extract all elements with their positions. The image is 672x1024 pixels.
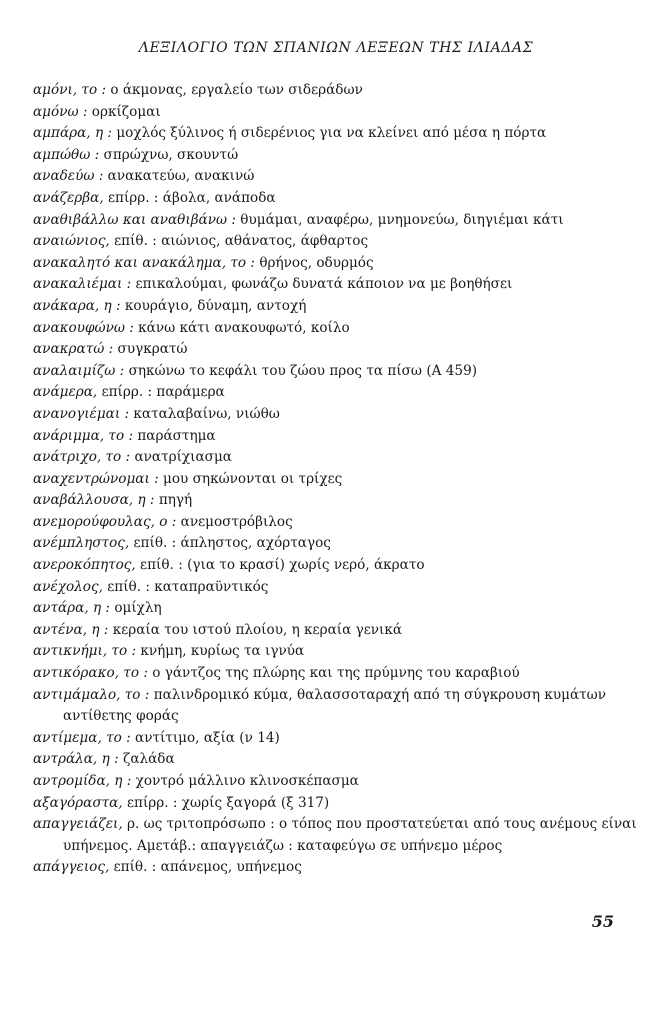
glossary-entry xyxy=(33,318,645,340)
glossary-entry xyxy=(33,210,645,232)
entry-headword: ανανογιέμαι : xyxy=(33,405,130,422)
glossary-entry xyxy=(33,404,645,426)
entry-headword: αντιμάμαλο, το : xyxy=(33,686,150,703)
entry-definition: παράστημα xyxy=(133,427,216,444)
glossary-entry xyxy=(33,102,645,124)
entry-definition: ομίχλη xyxy=(110,600,162,617)
entry-definition: επίθ. : αιώνιος, αθάνατος, άφθαρτος xyxy=(109,233,369,250)
glossary-entry xyxy=(33,598,645,620)
entry-headword: απαγγειάζει, xyxy=(33,816,123,833)
entry-definition: κάνω κάτι ανακουφωτό, κοίλο xyxy=(133,319,350,336)
entry-definition: ρ. ως τριτοπρόσωπο : ο τόπος που προστατεύεται από τους ανέμους είναι υπήνεμος. Αμετάβ.: απαγγειάζω : καταφεύγω σε υπήνεμο μέρος xyxy=(63,816,637,854)
entry-headword: ανακουφώνω : xyxy=(33,319,134,336)
entry-headword: ανάτριχο, το : xyxy=(33,449,131,466)
entry-definition: ο γάντζος της πλώρης και της πρύμνης του καραβιού xyxy=(147,665,520,682)
entry-headword: ανακαλιέμαι : xyxy=(33,276,132,293)
entry-definition: θυμάμαι, αναφέρω, μνημονεύω, διηγιέμαι κάτι xyxy=(235,211,564,228)
entry-definition: ο άκμονας, εργαλείο των σιδεράδων xyxy=(106,82,363,98)
entry-definition: μοχλός ξύλινος ή σιδερένιος για να κλείνει από μέσα η πόρτα xyxy=(112,125,547,142)
glossary-entry xyxy=(33,728,645,750)
entry-definition: ανεμοστρόβιλος xyxy=(176,513,293,530)
entry-headword: ανεμορούφουλας, ο : xyxy=(33,513,177,530)
entry-definition: κεραία του ιστού πλοίου, η κεραία γενικά xyxy=(108,621,403,638)
entry-headword: αντένα, η : xyxy=(33,621,109,638)
entry-headword: αναχεντρώνομαι : xyxy=(33,470,159,487)
entry-definition: παλινδρομικό κύμα, θαλασσοταραχή από τη σύγκρουση κυμάτων αντίθετης φοράς xyxy=(63,686,607,725)
entry-headword: απάγγειος, xyxy=(33,859,110,876)
entry-headword: αντάρα, η : xyxy=(33,600,111,617)
glossary-entry xyxy=(33,145,645,167)
entry-definition: επίρρ. : άβολα, ανάποδα xyxy=(103,189,276,206)
glossary-entry xyxy=(33,512,645,534)
glossary-entry xyxy=(33,533,645,555)
entry-definition: πηγή xyxy=(154,492,193,509)
glossary-entry xyxy=(33,426,645,448)
entry-headword: αντικνήμι, το : xyxy=(33,643,137,660)
page-number: 55 xyxy=(591,912,614,931)
entry-headword: ανέμπληστος, xyxy=(33,535,130,552)
glossary-entry xyxy=(33,771,645,793)
entry-headword: αντρομίδα, η : xyxy=(33,773,132,789)
glossary-entry xyxy=(33,188,645,210)
entry-headword: αμπώθω : xyxy=(33,146,100,163)
glossary-entry xyxy=(33,749,645,771)
glossary-entry xyxy=(33,555,645,577)
glossary-entry xyxy=(33,641,645,663)
entry-definition: ανατρίχιασμα xyxy=(130,449,232,466)
entry-definition: αντίτιμο, αξία (ν 14) xyxy=(130,729,280,746)
entry-headword: αμόνι, το : xyxy=(33,82,107,98)
entry-headword: αναλαιμίζω : xyxy=(33,362,125,379)
entry-headword: ανάριμμα, το : xyxy=(33,427,134,444)
glossary-entry xyxy=(33,361,645,383)
entry-definition: σπρώχνω, σκουντώ xyxy=(99,146,239,163)
entry-definition: επικαλούμαι, φωνάζω δυνατά κάποιον να με βοηθήσει xyxy=(131,276,513,293)
entry-definition: ορκίζομαι xyxy=(87,103,161,120)
entry-headword: αναθιβάλλω και αναθιβάνω : xyxy=(33,211,236,228)
entry-definition: επίθ. : άπληστος, αχόρταγος xyxy=(129,535,331,552)
entry-headword: αναιώνιος, xyxy=(33,233,110,250)
entry-definition: ζαλάδα xyxy=(118,751,175,768)
entry-headword: ανάκαρα, η : xyxy=(33,297,121,314)
glossary-entry xyxy=(33,685,645,728)
glossary-entry xyxy=(33,123,645,145)
entry-headword: ανέχολος, xyxy=(33,578,103,595)
entry-headword: ανεροκόπητος, xyxy=(33,557,136,574)
entry-definition: επίθ. : (για το κρασί) χωρίς νερό, άκρατο xyxy=(135,557,425,574)
entry-headword: αναβάλλουσα, η : xyxy=(33,492,155,509)
entry-headword: αναδεύω : xyxy=(33,168,104,185)
glossary-entry xyxy=(33,274,645,296)
entry-definition: θρήνος, οδυρμός xyxy=(255,254,374,271)
entry-headword: αξαγόραστα, xyxy=(33,794,123,811)
entry-headword: ανάζερβα, xyxy=(33,189,104,206)
glossary-entries xyxy=(33,80,645,879)
glossary-entry xyxy=(33,382,645,404)
entry-definition: ανακατεύω, ανακινώ xyxy=(103,168,255,185)
glossary-entry xyxy=(33,793,645,815)
entry-headword: αντράλα, η : xyxy=(33,751,119,768)
glossary-entry xyxy=(33,490,645,512)
entry-definition: κουράγιο, δύναμη, αντοχή xyxy=(120,297,307,314)
glossary-entry xyxy=(33,663,645,685)
glossary-entry xyxy=(33,166,645,188)
entry-definition: συγκρατώ xyxy=(113,341,188,358)
entry-headword: αμόνω : xyxy=(33,103,88,120)
running-header: ΛΕΞΙΛΟΓΙΟ ΤΩΝ ΣΠΑΝΙΩΝ ΛΕΞΕΩΝ ΤΗΣ ΙΛΙΑΔΑΣ xyxy=(138,40,534,56)
entry-headword: αντίμεμα, το : xyxy=(33,729,131,746)
entry-definition: καταλαβαίνω, νιώθω xyxy=(129,405,280,422)
entry-headword: ανακρατώ : xyxy=(33,341,114,358)
entry-definition: χοντρό μάλλινο κλινοσκέπασμα xyxy=(131,773,359,789)
glossary-entry xyxy=(33,231,645,253)
entry-headword: αμπάρα, η : xyxy=(33,125,112,142)
glossary-entry xyxy=(33,469,645,491)
entry-definition: επίθ. : απάνεμος, υπήνεμος xyxy=(109,859,302,876)
entry-headword: αντικόρακο, το : xyxy=(33,665,148,682)
glossary-entry xyxy=(33,620,645,642)
glossary-entry xyxy=(33,814,645,857)
glossary-entry xyxy=(33,296,645,318)
entry-definition: κνήμη, κυρίως τα ιγνύα xyxy=(136,643,305,660)
entry-definition: μου σηκώνονται οι τρίχες xyxy=(158,470,343,487)
glossary-entry xyxy=(33,80,645,102)
glossary-entry xyxy=(33,339,645,361)
glossary-entry xyxy=(33,447,645,469)
entry-definition: επίθ. : καταπραϋντικός xyxy=(102,578,269,595)
glossary-entry xyxy=(33,253,645,275)
entry-headword: ανακαλητό και ανακάλημα, το : xyxy=(33,254,255,271)
entry-headword: ανάμερα, xyxy=(33,384,98,401)
entry-definition: επίρρ. : παράμερα xyxy=(97,384,225,401)
glossary-entry xyxy=(33,577,645,599)
entry-definition: σηκώνω το κεφάλι του ζώου προς τα πίσω (Α 459) xyxy=(124,362,478,379)
glossary-entry xyxy=(33,857,645,879)
entry-definition: επίρρ. : χωρίς ξαγορά (ξ 317) xyxy=(122,794,330,811)
